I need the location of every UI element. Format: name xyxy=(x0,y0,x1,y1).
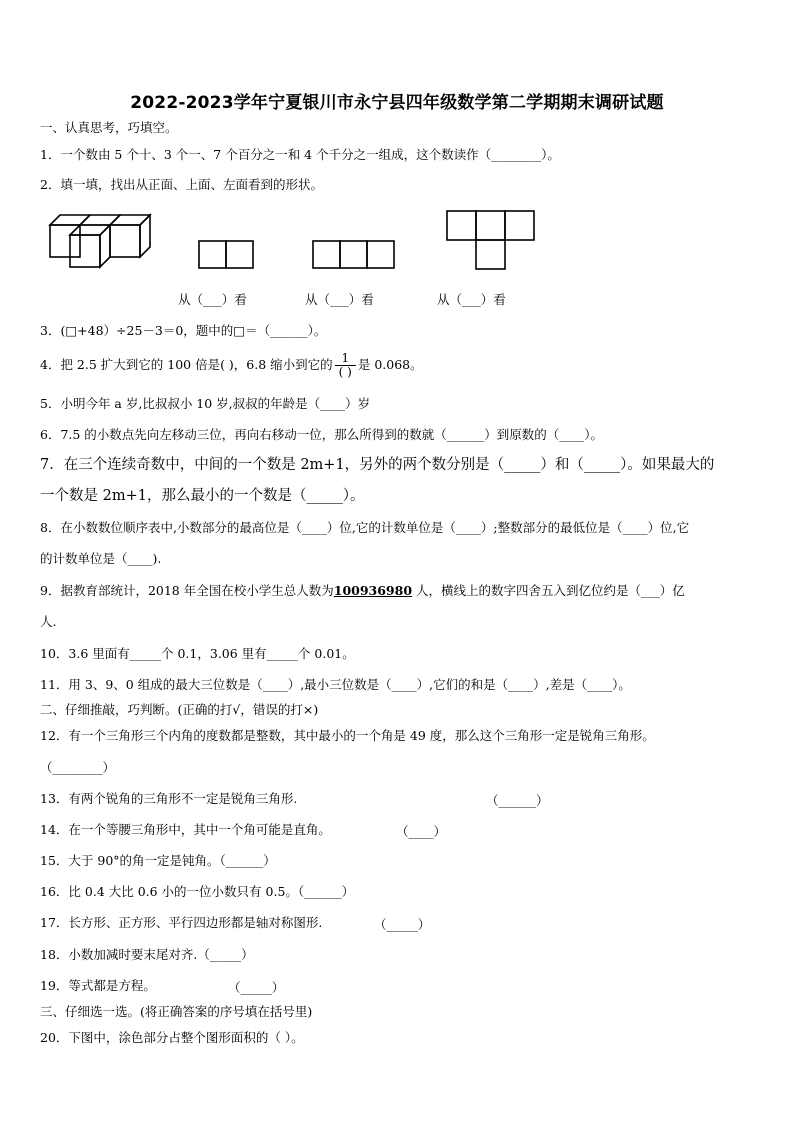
question-9-line-2: 人. xyxy=(40,614,57,629)
fraction xyxy=(335,352,356,379)
question-11: 11．用 3、9、0 组成的最大三位数是（____）,最小三位数是（____）,它们的和是（____）,差是（____）。 xyxy=(40,677,631,692)
page-title: 2022-2023学年宁夏银川市永宁县四年级数学第二学期期末调研试题 xyxy=(130,93,664,113)
question-8-line-1: 8．在小数数位顺序表中,小数部分的最高位是（____）位,它的计数单位是（____）;整数部分的最低位是（____）位,它 xyxy=(40,520,690,535)
question-9-line-1 xyxy=(40,583,764,599)
question-5: 5．小明今年 a 岁,比叔叔小 10 岁,叔叔的年龄是（____）岁 xyxy=(40,396,371,411)
question-14: 14．在一个等腰三角形中，其中一个角可能是直角。 xyxy=(40,822,331,837)
question-13-blank: （______） xyxy=(486,793,549,808)
question-3: 3．(□+48）÷25－3＝0，题中的□＝（______）。 xyxy=(40,323,327,338)
question-8-line-2: 的计数单位是（____). xyxy=(40,551,162,566)
question-9-part-a: 9．据教育部统计，2018 年全国在校小学生总人数为 xyxy=(40,583,334,598)
view-label-1: 从（___）看 xyxy=(178,292,247,307)
question-14-blank: （____） xyxy=(396,824,447,839)
question-19-blank: （_____） xyxy=(228,980,285,995)
question-2: 2．填一填，找出从正面、上面、左面看到的形状。 xyxy=(40,177,323,192)
question-17: 17．长方形、正方形、平行四边形都是轴对称图形. xyxy=(40,915,323,930)
question-4 xyxy=(40,350,764,380)
question-17-blank: （_____） xyxy=(374,917,431,932)
view-label-2: 从（___）看 xyxy=(305,292,374,307)
question-9-part-b: 人，横线上的数字四舍五入到亿位约是（___）亿 xyxy=(412,583,685,598)
question-1: 1．一个数由 5 个十、3 个一、7 个百分之一和 4 个千分之一组成，这个数读作（________）。 xyxy=(40,147,560,162)
question-6: 6．7.5 的小数点先向左移动三位，再向右移动一位，那么所得到的数就（______）到原数的（____）。 xyxy=(40,427,604,442)
question-15: 15．大于 90°的角一定是钝角。（______） xyxy=(40,853,276,868)
underlined-number: 100936980 xyxy=(333,583,413,598)
question-20: 20．下图中，涂色部分占整个图形面积的（ ）。 xyxy=(40,1030,304,1045)
question-16: 16．比 0.4 大比 0.6 小的一位小数只有 0.5。（______） xyxy=(40,884,355,899)
view-shape-t-shape xyxy=(446,210,536,270)
question-13: 13．有两个锐角的三角形不一定是锐角三角形. xyxy=(40,791,298,806)
fraction-numerator: 1 xyxy=(335,352,356,366)
question-4-part-b: 是 0.068。 xyxy=(357,357,423,372)
question-18: 18．小数加减时要末尾对齐.（_____） xyxy=(40,947,254,962)
view-shape-two-squares xyxy=(198,240,254,270)
view-shape-three-squares xyxy=(312,240,396,270)
section-2-heading: 二、仔细推敲，巧判断。(正确的打√，错误的打×) xyxy=(40,702,319,717)
question-4-part-a: 4．把 2.5 扩大到它的 100 倍是( )，6.8 缩小到它的 xyxy=(40,357,333,372)
question-12-line-1: 12．有一个三角形三个内角的度数都是整数，其中最小的一个角是 49 度，那么这个三角形一定是锐角三角形。 xyxy=(40,728,655,743)
fraction-denominator: ( ) xyxy=(338,365,352,379)
view-label-3: 从（___）看 xyxy=(437,292,506,307)
question-10: 10．3.6 里面有_____个 0.1，3.06 里有_____个 0.01。 xyxy=(40,646,355,661)
question-19: 19．等式都是方程。 xyxy=(40,978,156,993)
question-7-line-2: 一个数是 2m+1，那么最小的一个数是（_____）。 xyxy=(40,488,365,504)
question-12-line-2: （________） xyxy=(40,760,116,775)
question-7-line-1: 7．在三个连续奇数中，中间的一个数是 2m+1，另外的两个数分别是（_____）和（_____）。如果最大的 xyxy=(40,457,715,473)
section-1-heading: 一、认真思考，巧填空。 xyxy=(40,120,178,135)
cube-stack-figure xyxy=(44,210,164,272)
section-3-heading: 三、仔细选一选。(将正确答案的序号填在括号里) xyxy=(40,1004,313,1019)
